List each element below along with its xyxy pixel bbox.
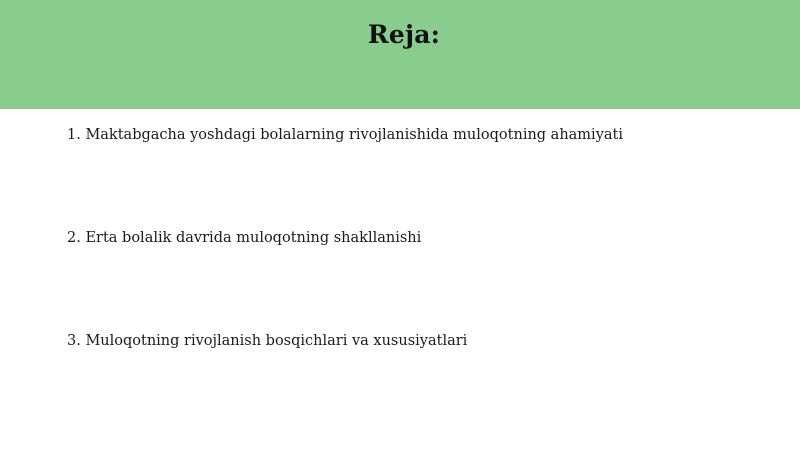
slide-title: Reja: — [367, 20, 441, 49]
plan-item-1: 1. Maktabgacha yoshdagi bolalarning rivojlanishida muloqotning ahamiyati — [67, 127, 623, 143]
plan-item-3: 3. Muloqotning rivojlanish bosqichlari va xususiyatlari — [67, 333, 468, 349]
header-band — [0, 0, 800, 109]
plan-item-2: 2. Erta bolalik davrida muloqotning shakllanishi — [67, 230, 422, 246]
